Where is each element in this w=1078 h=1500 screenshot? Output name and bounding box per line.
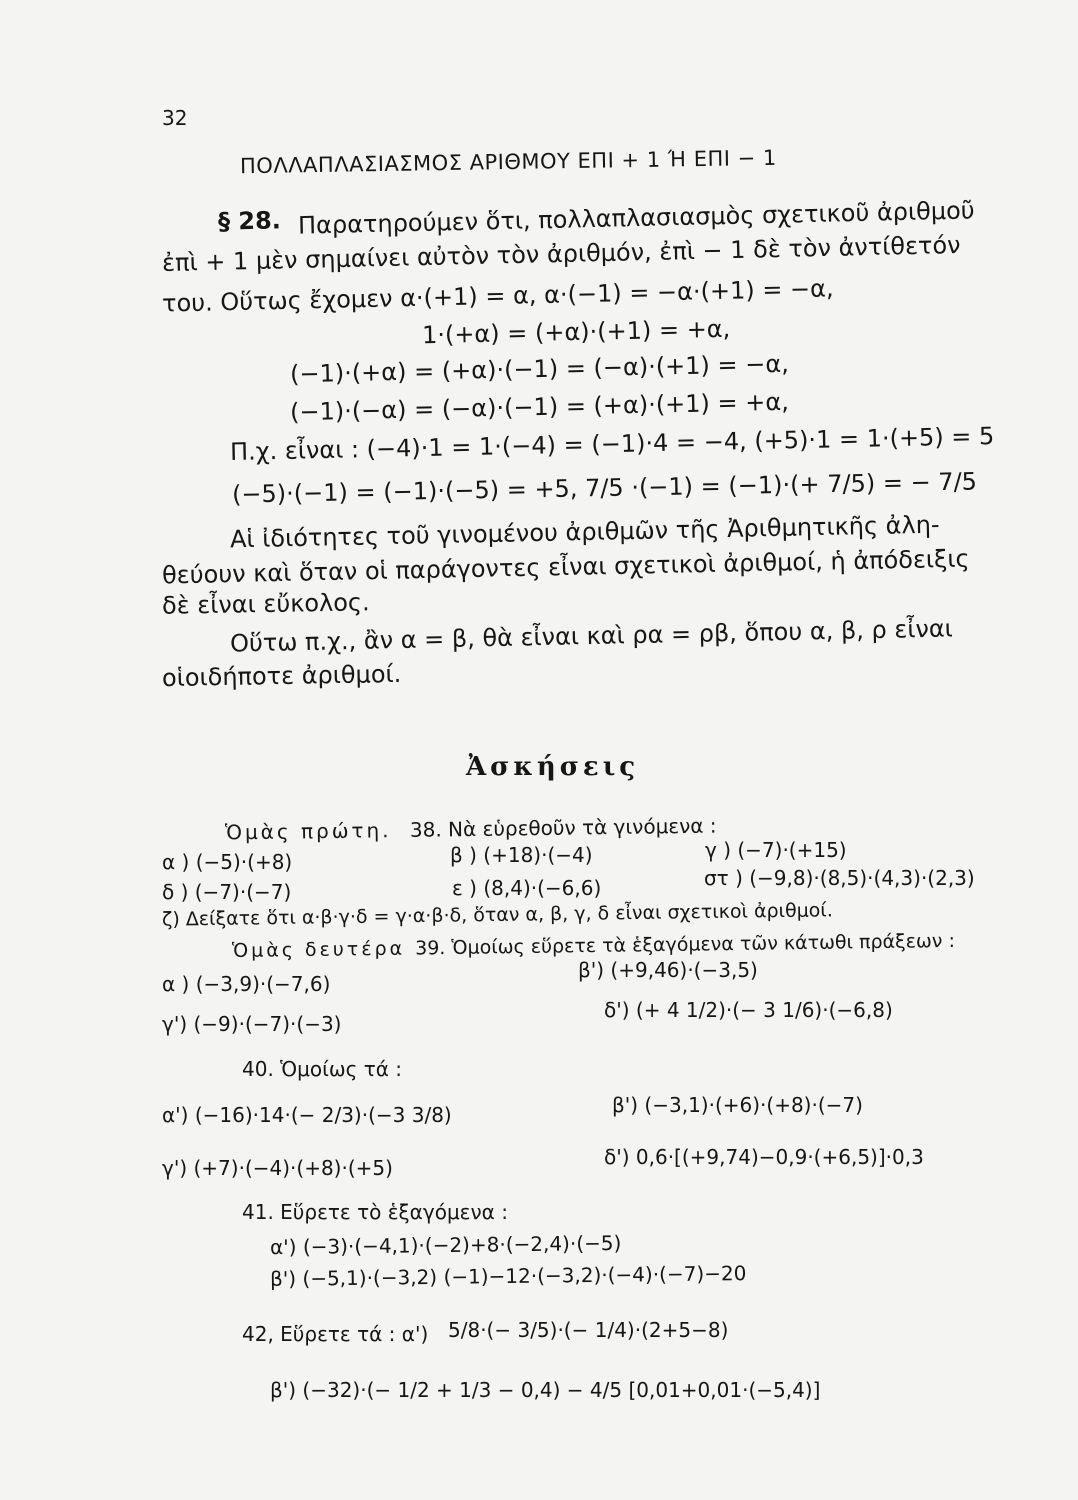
formula-4: Π.χ. εἶναι : (−4)·1 = 1·(−4) = (−1)·4 = −4, (+5)·1 = 1·(+5) = 5 xyxy=(229,421,995,467)
group2-label: Ὁμὰς δευτέρα xyxy=(231,937,406,963)
formula-2: (−1)·(+α) = (+α)·(−1) = (−α)·(+1) = −α, xyxy=(289,349,790,389)
paragraph2-line-1: Αἱ ἰδιότητες τοῦ γινομένου ἀριθμῶν τῆς Ἀριθμητικῆς ἀλη- xyxy=(229,510,940,554)
ex39-a: α ) (−3,9)·(−7,6) xyxy=(162,972,331,996)
section-line-2: ἐπὶ + 1 μὲν σημαίνει αὐτὸν τὸν ἀριθμόν, ἐπὶ − 1 δὲ τὸν ἀντίθετόν xyxy=(161,230,961,278)
ex42-intro: 42, Εὕρετε τά : α') xyxy=(242,1322,429,1346)
ex39-b: β') (+9,46)·(−3,5) xyxy=(578,958,758,982)
ex41-b: β') (−5,1)·(−3,2) (−1)−12·(−3,2)·(−4)·(−7)−20 xyxy=(269,1261,747,1291)
ex39-c: γ') (−9)·(−7)·(−3) xyxy=(162,1012,342,1036)
ex38-intro: 38. Νὰ εὑρεθοῦν τὰ γινόμενα : xyxy=(409,813,717,842)
ex40-b: β') (−3,1)·(+6)·(+8)·(−7) xyxy=(612,1093,863,1117)
formula-1: 1·(+α) = (+α)·(+1) = +α, xyxy=(421,314,731,350)
ex42-b: β') (−32)·(− 1/2 + 1/3 − 0,4) − 4/5 [0,01+0,01·(−5,4)] xyxy=(270,1378,821,1402)
ex38-c: γ ) (−7)·(+15) xyxy=(705,838,847,862)
section-label: § 28. xyxy=(217,206,282,236)
formula-3: (−1)·(−α) = (−α)·(−1) = (+α)·(+1) = +α, xyxy=(289,387,790,427)
ex38-b: β ) (+18)·(−4) xyxy=(450,843,593,867)
page-number: 32 xyxy=(162,106,188,130)
exercises-heading: Ἀσκήσεις xyxy=(466,752,640,782)
ex38-e: ε ) (8,4)·(−6,6) xyxy=(452,876,602,900)
ex42-a: 5/8·(− 3/5)·(− 1/4)·(2+5−8) xyxy=(448,1318,729,1342)
ex38-d: δ ) (−7)·(−7) xyxy=(162,880,292,904)
ex38-z: ζ) Δείξατε ὅτι α·β·γ·δ = γ·α·β·δ, ὅταν α, β, γ, δ εἶναι σχετικοὶ ἀριθμοί. xyxy=(161,899,833,931)
paragraph2-line-3: δὲ εἶναι εὔκολος. xyxy=(161,588,370,620)
paragraph3-line-2: οἱοιδήποτε ἀριθμοί. xyxy=(161,659,402,693)
ex41-intro: 41. Εὕρετε τὸ ἑξαγόμενα : xyxy=(242,1200,508,1224)
page-title: ΠΟΛΛΑΠΛΑΣΙΑΣΜΟΣ ΑΡΙΘΜΟΥ ΕΠΙ + 1 Ή ΕΠΙ − 1 xyxy=(239,145,777,179)
group1-label: Ὁμὰς πρώτη. xyxy=(224,818,392,845)
ex41-a: α') (−3)·(−4,1)·(−2)+8·(−2,4)·(−5) xyxy=(269,1230,622,1260)
ex40-d: δ') 0,6·[(+9,74)−0,9·(+6,5)]·0,3 xyxy=(604,1145,924,1169)
section-line-3: του. Οὕτως ἔχομεν α·(+1) = α, α·(−1) = −α·(+1) = −α, xyxy=(161,274,834,318)
ex39-intro: 39. Ὁμοίως εὕρετε τὰ ἑξαγόμενα τῶν κάτωθι πράξεων : xyxy=(415,929,956,960)
ex40-c: γ') (+7)·(−4)·(+8)·(+5) xyxy=(162,1156,393,1180)
section-number xyxy=(218,206,281,235)
group1-line xyxy=(225,814,717,845)
paragraph3-line-1: Οὕτω π.χ., ἂν α = β, θὰ εἶναι καὶ ρα = ρβ, ὅπου α, β, ρ εἶναι xyxy=(229,614,954,658)
ex40-intro: 40. Ὁμοίως τά : xyxy=(242,1057,403,1081)
ex38-f: στ ) (−9,8)·(8,5)·(4,3)·(2,3) xyxy=(704,866,975,890)
paragraph2-line-2: θεύουν καὶ ὅταν οἱ παράγοντες εἶναι σχετικοὶ ἀριθμοί, ἡ ἀπόδειξις xyxy=(161,544,970,590)
ex40-a: α') (−16)·14·(− 2/3)·(−3 3/8) xyxy=(162,1103,452,1127)
ex39-d: δ') (+ 4 1/2)·(− 3 1/6)·(−6,8) xyxy=(604,998,893,1022)
formula-5: (−5)·(−1) = (−1)·(−5) = +5, 7/5 ·(−1) = (−1)·(+ 7/5) = − 7/5 xyxy=(231,467,978,509)
ex38-a: α ) (−5)·(+8) xyxy=(162,850,293,874)
section-line-1: Παρατηρούμεν ὅτι, πολλαπλασιασμὸς σχετικοῦ ἀριθμοῦ xyxy=(297,196,975,240)
